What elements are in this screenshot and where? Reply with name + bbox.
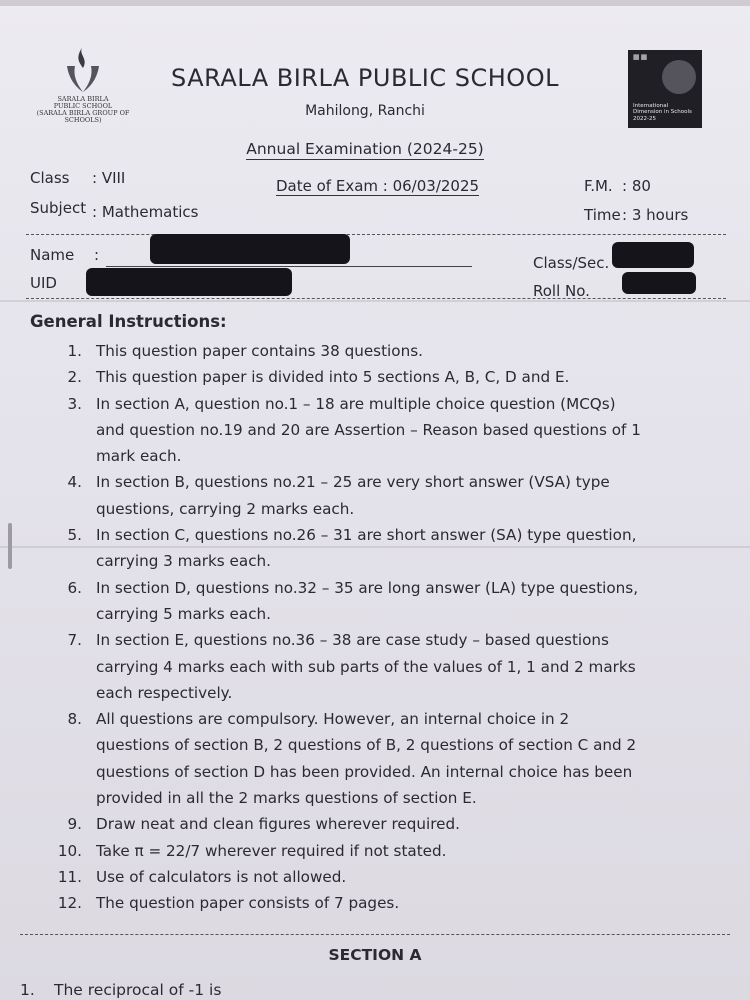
name-separator: : [94, 246, 100, 264]
name-redaction [150, 234, 350, 264]
uid-label: UID [30, 274, 57, 292]
british-council-mark-icon: ▦▦ [633, 53, 649, 61]
instruction-item: 6. In section D, questions no.32 – 35 are long answer (LA) type questions, carrying 5 marks each. [67, 578, 639, 623]
divider-dashed [20, 934, 730, 935]
class-label: Class [30, 169, 70, 187]
section-title: SECTION A [328, 946, 422, 964]
instruction-item: 12. The question paper consists of 7 pages. [57, 894, 400, 913]
divider-dashed [26, 298, 726, 299]
fm-value: : 80 [622, 177, 651, 195]
instructions-list [30, 338, 730, 917]
school-name: SARALA BIRLA PUBLIC SCHOOL [171, 64, 559, 92]
class-value: : VIII [92, 169, 126, 187]
staple-pin [8, 523, 12, 569]
subject-label: Subject [30, 199, 87, 217]
badge-text: International Dimension in Schools 2022-25 [633, 102, 692, 122]
question-1: 1. The reciprocal of -1 is [20, 981, 222, 999]
divider-dashed [26, 234, 726, 235]
globe-icon [662, 60, 696, 94]
subject-value: : Mathematics [92, 203, 199, 221]
instruction-item: 4. In section B, questions no.21 – 25 are very short answer (VSA) type questions, carrying 2 marks each. [67, 473, 610, 518]
instruction-item: 11. Use of calculators is not allowed. [57, 867, 347, 886]
logo-text-1: SARALA BIRLA [57, 95, 109, 103]
roll-no-redaction [622, 272, 696, 294]
time-value: : 3 hours [622, 206, 689, 224]
school-location: Mahilong, Ranchi [305, 103, 425, 119]
fm-label: F.M. [584, 177, 613, 195]
instruction-item: 5. In section C, questions no.26 – 31 are short answer (SA) type question, carrying 3 marks each. [67, 526, 637, 571]
instruction-item: 10. Take π = 22/7 wherever required if not stated. [57, 841, 447, 860]
time-label: Time [584, 206, 621, 224]
international-dimension-badge [628, 50, 702, 128]
instruction-item: 2. This question paper is divided into 5 sections A, B, C, D and E. [67, 368, 570, 387]
hands-flame-logo-icon [63, 44, 103, 96]
roll-no-label: Roll No. [533, 282, 590, 300]
instruction-item: 1. This question paper contains 38 questions. [67, 342, 423, 360]
paper-crease [0, 300, 750, 302]
name-underline [106, 266, 472, 267]
class-sec-label: Class/Sec. [533, 254, 610, 272]
logo-text-3: (SARALA BIRLA GROUP OF SCHOOLS) [36, 109, 130, 124]
instruction-item: 8. All questions are compulsory. However, an internal choice in 2 questions of section B, 2 questions of B, 2 questions of section C and 2 questions of section D has been provided. An internal choice has been provided in all the 2 marks questions of section E. [67, 710, 637, 808]
school-logo [28, 44, 138, 124]
instruction-item: 9. Draw neat and clean figures wherever required. [67, 815, 460, 834]
logo-text-2: PUBLIC SCHOOL [53, 102, 113, 110]
uid-redaction [86, 268, 292, 296]
name-label: Name [30, 246, 75, 264]
exam-paper [0, 6, 750, 1000]
instructions-title: General Instructions: [30, 312, 227, 331]
exam-date: Date of Exam : 06/03/2025 [276, 177, 480, 195]
class-sec-redaction [612, 242, 694, 268]
exam-title: Annual Examination (2024-25) [246, 140, 484, 158]
instruction-item: 7. In section E, questions no.36 – 38 are case study – based questions carrying 4 marks each with sub parts of the values of 1, 1 and 2 marks each respectively. [67, 631, 636, 702]
instruction-item: 3. In section A, question no.1 – 18 are multiple choice question (MCQs) and question no.19 and 20 are Assertion – Reason based questions of 1 mark each. [67, 394, 641, 466]
